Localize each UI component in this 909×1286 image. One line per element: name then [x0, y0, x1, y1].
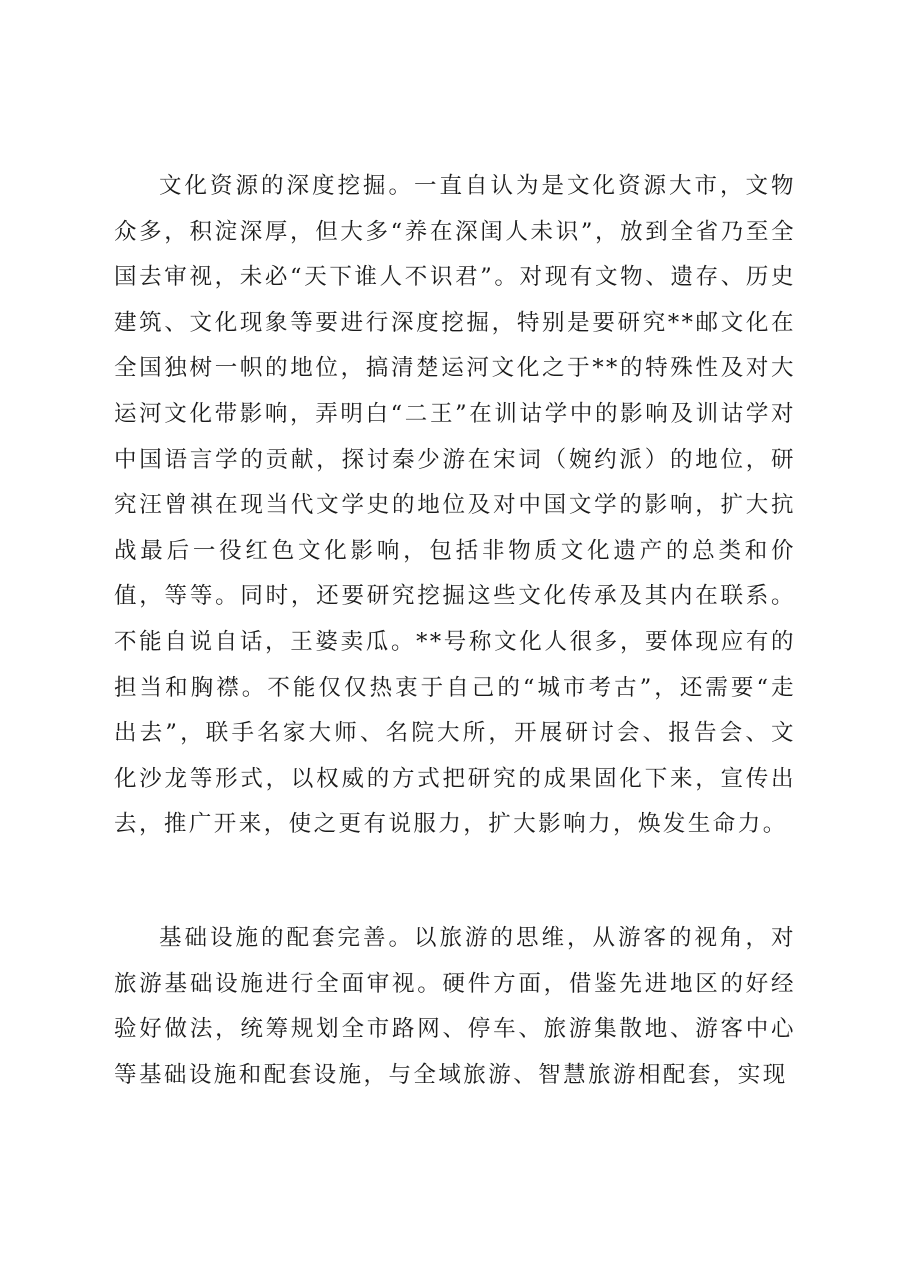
body-text-block-1: [114, 164, 796, 848]
body-text-block-2: [114, 916, 796, 1098]
paragraph-infrastructure: 基础设施的配套完善。以旅游的思维，从游客的视角，对旅游基础设施进行全面审视。硬件方面，借鉴先进地区的好经验好做法，统筹规划全市路网、停车、旅游集散地、游客中心等基础设施和配套设施，与全域旅游、智慧旅游相配套，实现: [114, 925, 796, 1088]
paragraph-cultural-resources: 文化资源的深度挖掘。一直自认为是文化资源大市，文物众多，积淀深厚，但大多“养在深闺人未识”，放到全省乃至全国去审视，未必“天下谁人不识君”。对现有文物、遗存、历史建筑、文化现象等要进行深度挖掘，特别是要研究**邮文化在全国独树一帜的地位，搞清楚运河文化之于**的特殊性及对大运河文化带影响，弄明白“二王”在训诂学中的影响及训诂学对中国语言学的贡献，探讨秦少游在宋词（婉约派）的地位，研究汪曾祺在现当代文学史的地位及对中国文学的影响，扩大抗战最后一役红色文化影响，包括非物质文化遗产的总类和价值，等等。同时，还要研究挖掘这些文化传承及其内在联系。不能自说自话，王婆卖瓜。**号称文化人很多，要体现应有的担当和胸襟。不能仅仅热衷于自己的“城市考古”，还需要“走出去”，联手名家大师、名院大所，开展研讨会、报告会、文化沙龙等形式，以权威的方式把研究的成果固化下来，宣传出去，推广开来，使之更有说服力，扩大影响力，焕发生命力。: [114, 173, 796, 838]
